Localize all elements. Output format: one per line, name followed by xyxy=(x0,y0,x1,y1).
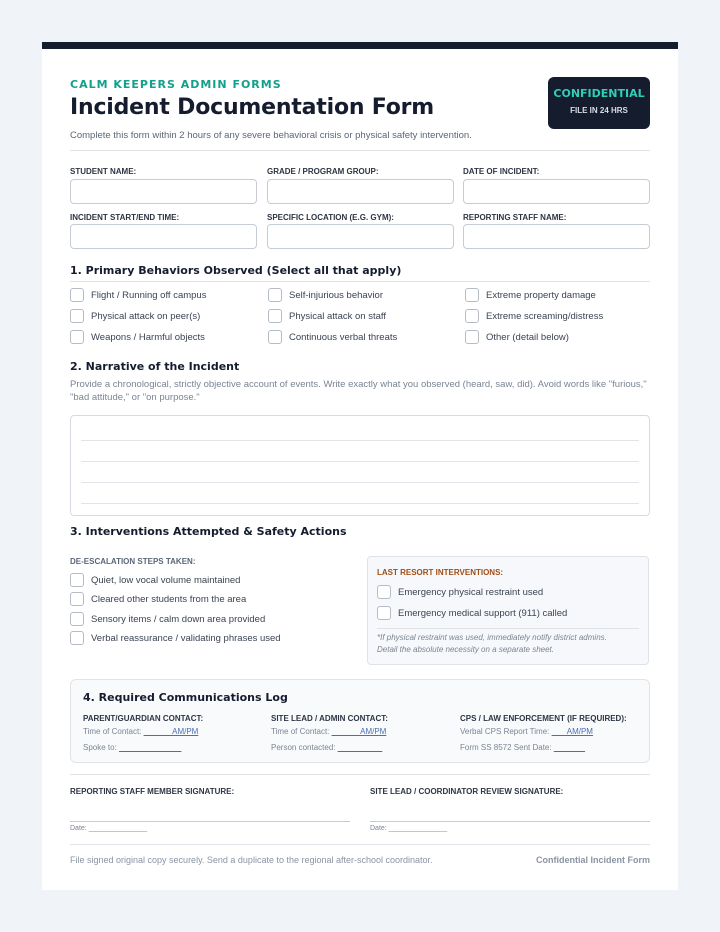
medical-support-label: Emergency medical support (911) called xyxy=(398,607,568,619)
deescalation-item-label: Cleared other students from the area xyxy=(91,593,247,605)
restraint-checkbox[interactable] xyxy=(377,585,543,599)
checkbox-icon xyxy=(268,330,282,344)
behavior-label: Extreme property damage xyxy=(486,289,596,301)
behavior-label: Flight / Running off campus xyxy=(91,289,207,301)
behavior-checkbox[interactable] xyxy=(70,330,205,344)
spoke-to-blank[interactable]: ______________ xyxy=(119,743,182,752)
student-name-label: STUDENT NAME: xyxy=(70,167,137,176)
badge-subtitle: FILE IN 24 HRS xyxy=(570,106,628,115)
checkbox-icon xyxy=(268,309,282,323)
checkbox-icon xyxy=(465,309,479,323)
behavior-label: Extreme screaming/distress xyxy=(486,310,604,322)
incident-time-label: INCIDENT START/END TIME: xyxy=(70,213,180,222)
behavior-checkbox[interactable] xyxy=(268,330,397,344)
writing-line xyxy=(81,440,639,441)
footer-instructions: File signed original copy securely. Send a duplicate to the regional after-school coordinator. xyxy=(70,855,433,865)
signature-divider xyxy=(70,774,650,775)
lead-signature-date[interactable] xyxy=(370,825,447,832)
header-divider xyxy=(70,150,650,151)
deescalation-item-label: Sensory items / calm down area provided xyxy=(91,613,266,625)
behavior-label: Self-injurious behavior xyxy=(289,289,383,301)
incident-time-field[interactable] xyxy=(70,224,257,249)
staff-name-label: REPORTING STAFF NAME: xyxy=(463,213,567,222)
checkbox-icon xyxy=(465,330,479,344)
deescalation-checkbox[interactable] xyxy=(70,573,240,587)
staff-signature-line[interactable] xyxy=(70,821,350,822)
section-3-heading: 3. Interventions Attempted & Safety Actions xyxy=(70,525,347,538)
behavior-label: Weapons / Harmful objects xyxy=(91,331,205,343)
behavior-label: Physical attack on staff xyxy=(289,310,386,322)
footer-form-name: Confidential Incident Form xyxy=(536,855,650,865)
admin-time-label: Time of Contact: xyxy=(271,727,330,736)
parent-spoke-to xyxy=(83,743,181,752)
confidential-badge xyxy=(548,77,650,129)
cps-heading: CPS / LAW ENFORCEMENT (IF REQUIRED): xyxy=(460,714,627,723)
behavior-label: Continuous verbal threats xyxy=(289,331,398,343)
checkbox-icon xyxy=(70,309,84,323)
checkbox-icon xyxy=(70,288,84,302)
grade-label: GRADE / PROGRAM GROUP: xyxy=(267,167,379,176)
checkbox-icon xyxy=(465,288,479,302)
staff-signature-label: REPORTING STAFF MEMBER SIGNATURE: xyxy=(70,787,235,796)
deescalation-item-label: Verbal reassurance / validating phrases used xyxy=(91,632,281,644)
checkbox-icon xyxy=(70,612,84,626)
behavior-label: Physical attack on peer(s) xyxy=(91,310,201,322)
behavior-checkbox[interactable] xyxy=(465,330,569,344)
last-resort-panel xyxy=(367,556,649,665)
person-contacted-blank[interactable]: __________ xyxy=(337,743,383,752)
checkbox-icon xyxy=(70,330,84,344)
incident-date-field[interactable] xyxy=(463,179,650,204)
badge-title: CONFIDENTIAL xyxy=(553,87,645,100)
behavior-checkbox[interactable] xyxy=(465,309,603,323)
restraint-note-line-2: Detail the absolute necessity on a separate sheet. xyxy=(377,645,554,654)
date-label: Date: xyxy=(370,825,387,832)
behavior-checkbox[interactable] xyxy=(268,309,386,323)
deescalation-checkbox[interactable] xyxy=(70,592,246,606)
cps-report-time xyxy=(460,727,593,736)
deescalation-label: DE-ESCALATION STEPS TAKEN: xyxy=(70,557,196,566)
page-subtitle: Complete this form within 2 hours of any severe behavioral crisis or physical safety intervention. xyxy=(70,130,472,141)
checkbox-icon xyxy=(70,631,84,645)
narrative-textarea[interactable] xyxy=(70,415,650,516)
narrative-instructions-cont: "bad attitude," or "on purpose." xyxy=(70,392,200,403)
checkbox-icon xyxy=(70,592,84,606)
form-sent-date xyxy=(460,743,585,752)
restraint-note xyxy=(377,632,639,656)
staff-name-field[interactable] xyxy=(463,224,650,249)
admin-contact-heading: SITE LEAD / ADMIN CONTACT: xyxy=(271,714,388,723)
date-blank: _______________ xyxy=(388,825,448,832)
medical-support-checkbox[interactable] xyxy=(377,606,567,620)
behavior-label: Other (detail below) xyxy=(486,331,569,343)
checkbox-icon xyxy=(377,606,391,620)
behavior-checkbox[interactable] xyxy=(70,309,200,323)
admin-time-blank[interactable]: ______ AM/PM xyxy=(331,727,387,736)
behavior-checkbox[interactable] xyxy=(70,288,206,302)
communications-log xyxy=(70,679,650,763)
location-label: SPECIFIC LOCATION (E.G. GYM): xyxy=(267,213,394,222)
behavior-checkbox[interactable] xyxy=(465,288,596,302)
restraint-label: Emergency physical restraint used xyxy=(398,586,544,598)
writing-line xyxy=(81,461,639,462)
lead-signature-line[interactable] xyxy=(370,821,650,822)
date-label: Date: xyxy=(70,825,87,832)
writing-line xyxy=(81,503,639,504)
page-title: Incident Documentation Form xyxy=(70,95,435,120)
brand-name: CALM KEEPERS ADMIN FORMS xyxy=(70,78,282,91)
lead-signature-label: SITE LEAD / COORDINATOR REVIEW SIGNATURE: xyxy=(370,787,564,796)
deescalation-checkbox[interactable] xyxy=(70,612,265,626)
section-1-heading: 1. Primary Behaviors Observed (Select all that apply) xyxy=(70,264,402,277)
incident-date-label: DATE OF INCIDENT: xyxy=(463,167,540,176)
admin-person-contacted xyxy=(271,743,382,752)
checkbox-icon xyxy=(268,288,282,302)
deescalation-item-label: Quiet, low vocal volume maintained xyxy=(91,574,241,586)
staff-signature-date[interactable] xyxy=(70,825,147,832)
date-blank: _______________ xyxy=(88,825,148,832)
cps-time-blank[interactable]: ___ AM/PM xyxy=(551,727,593,736)
section-4-heading: 4. Required Communications Log xyxy=(83,691,288,704)
admin-contact-time xyxy=(271,727,386,736)
parent-contact-time xyxy=(83,727,198,736)
person-contacted-label: Person contacted: xyxy=(271,743,336,752)
grade-field[interactable] xyxy=(267,179,454,204)
section-1-divider xyxy=(70,281,650,282)
form-page xyxy=(42,42,678,890)
parent-contact-heading: PARENT/GUARDIAN CONTACT: xyxy=(83,714,204,723)
parent-time-blank[interactable]: ______ AM/PM xyxy=(143,727,199,736)
section-2-heading: 2. Narrative of the Incident xyxy=(70,360,240,373)
form-sent-label: Form SS 8572 Sent Date: xyxy=(460,743,552,752)
restraint-note-line-1: *If physical restraint was used, immediately notify district admins. xyxy=(377,633,607,642)
footer-divider xyxy=(70,844,650,845)
checkbox-icon xyxy=(70,573,84,587)
parent-time-label: Time of Contact: xyxy=(83,727,142,736)
writing-line xyxy=(81,482,639,483)
form-sent-blank[interactable]: _______ xyxy=(553,743,585,752)
deescalation-checkbox[interactable] xyxy=(70,631,281,645)
spoke-to-label: Spoke to: xyxy=(83,743,117,752)
location-field[interactable] xyxy=(267,224,454,249)
behavior-checkbox[interactable] xyxy=(268,288,383,302)
last-resort-label: LAST RESORT INTERVENTIONS: xyxy=(377,568,504,577)
narrative-instructions: Provide a chronological, strictly objective account of events. Write exactly what you observed (heard, saw, did). Avoid words like "furious," xyxy=(70,379,647,390)
student-name-field[interactable] xyxy=(70,179,257,204)
panel-divider xyxy=(377,628,639,629)
checkbox-icon xyxy=(377,585,391,599)
cps-time-label: Verbal CPS Report Time: xyxy=(460,727,550,736)
